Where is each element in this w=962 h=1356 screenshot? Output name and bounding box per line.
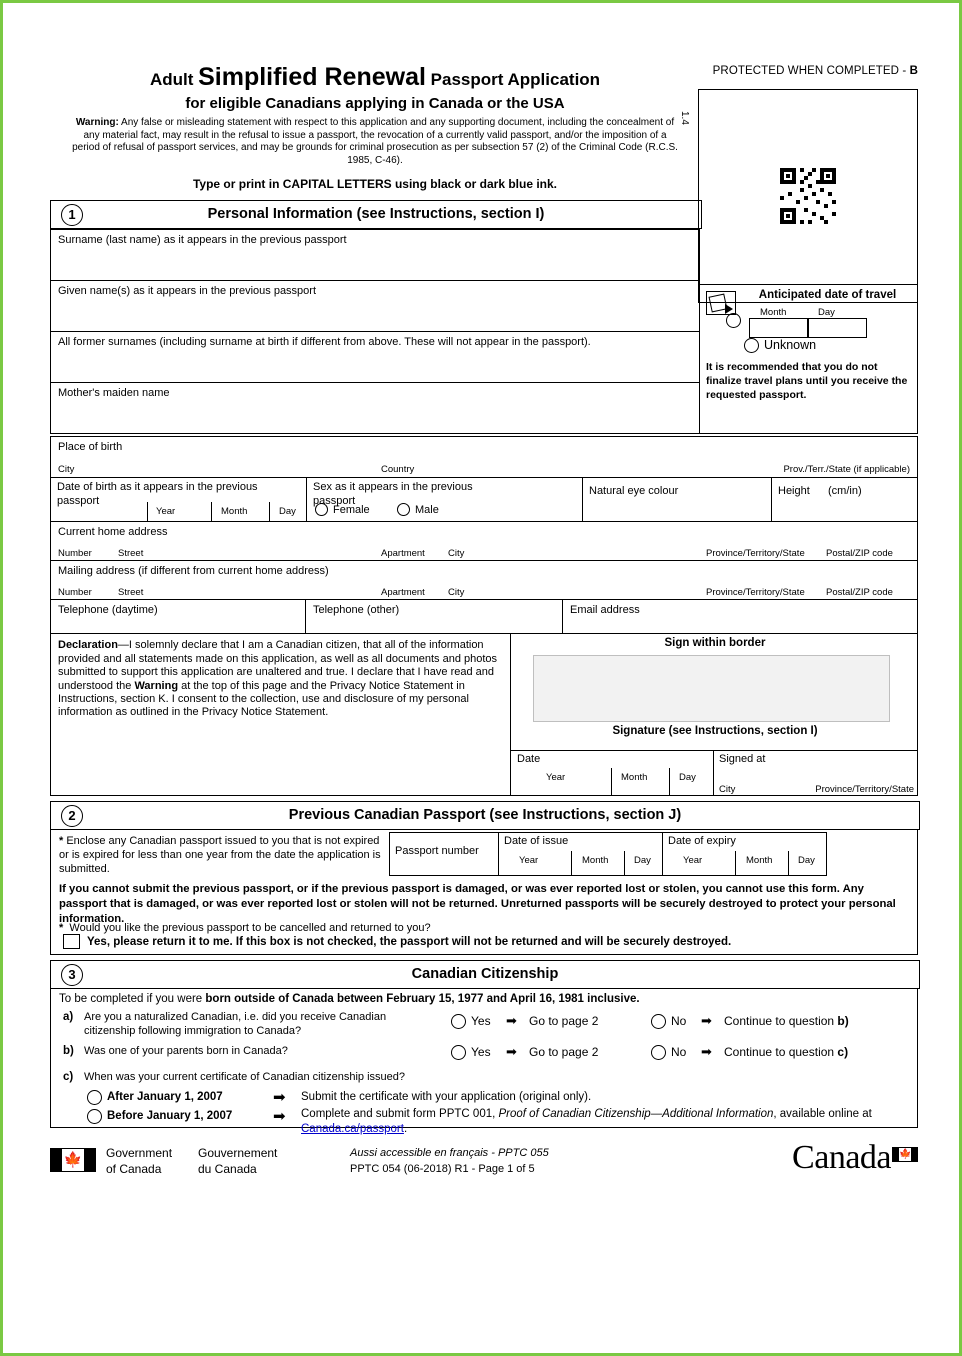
travel-unknown-radio[interactable]	[744, 338, 759, 353]
canada-wordmark	[792, 1138, 918, 1178]
title-prefix: Adult	[149, 70, 199, 89]
qr-code-icon	[780, 168, 836, 224]
date-of-birth-field[interactable]	[50, 477, 307, 522]
section-3-header	[50, 960, 920, 989]
citizenship-intro-prefix: To be completed if you were	[59, 993, 206, 1006]
dob-sex-eye-height-row	[50, 477, 918, 522]
cert-before-action-italic: Proof of Canadian Citizenship—Additional Information	[498, 1108, 774, 1121]
signature-area	[510, 633, 918, 751]
passport-website-link[interactable]: Canada.ca/passport	[301, 1123, 404, 1136]
signature-instruction-label: Signature (see Instructions, section I)	[612, 725, 818, 738]
travel-unknown-label: Unknown	[764, 338, 817, 353]
mail-city-label: City	[448, 587, 465, 599]
mail-apartment-label: Apartment	[381, 587, 425, 599]
given-names-field[interactable]	[50, 280, 700, 332]
question-b-no-action-ref: c)	[837, 1045, 849, 1060]
section-1-title: Personal Information (see Instructions, section I)	[207, 206, 545, 223]
cert-before-action-text-2: , available online at	[773, 1108, 872, 1121]
dob-day-label: Day	[279, 506, 296, 518]
anticipated-travel-box	[699, 284, 918, 434]
mothers-maiden-name-label: Mother's maiden name	[58, 387, 170, 400]
signature-input[interactable]	[533, 655, 890, 722]
section-3-number: 3	[61, 964, 83, 986]
contact-row	[50, 599, 918, 634]
signature-date-year-label: Year	[546, 772, 566, 784]
travel-spacer	[699, 229, 918, 285]
former-surnames-field[interactable]	[50, 331, 700, 383]
title-suffix: Passport Application	[425, 70, 601, 89]
government-of-canada-fr	[198, 1146, 277, 1177]
gov-en-line2: of Canada	[106, 1161, 162, 1176]
sex-field[interactable]	[306, 477, 583, 522]
question-a-yes-label: Yes	[471, 1014, 491, 1029]
warning-text: Any false or misleading statement with respect to this application and any supporting document, including the concealment of any material fact, may result in the refusal to issue a passport, the revocation of a currently valid passport, and/or the imposition of a period of refusal of passport services, and may be grounds for criminal prosecution as per subsection 57 (2) of the Criminal Code (R.C.S. 1985, C-46).	[72, 117, 678, 166]
home-address-field[interactable]	[50, 521, 918, 561]
sex-label: Sex as it appears in the previous passport	[313, 481, 473, 507]
warning-paragraph	[50, 117, 700, 167]
cert-before-2007-arrow-icon: ➡	[273, 1108, 286, 1126]
declaration-body-1: —I solemnly declare that I am a Canadian citizen, that all of the information provided and all statements made on this application, as well as all documents and photos submitted to support this application are unaltered and true. I declare that I have read and understood the	[58, 639, 498, 692]
question-a-no-action-text: Continue to question	[724, 1014, 838, 1029]
section-3-title: Canadian Citizenship	[411, 966, 559, 983]
canada-flag-icon: 🍁	[50, 1148, 96, 1172]
eye-colour-field[interactable]	[582, 477, 772, 522]
travel-note: It is recommended that you do not finalize travel plans until you receive the requested passport.	[706, 361, 908, 401]
dob-month-label: Month	[221, 506, 248, 518]
passport-number-field[interactable]	[389, 832, 499, 876]
expiry-day-label: Day	[798, 855, 815, 867]
question-c-letter: c)	[63, 1071, 74, 1084]
return-passport-checkbox[interactable]	[63, 934, 80, 949]
issue-day-label: Day	[634, 855, 651, 867]
surname-field[interactable]	[50, 229, 700, 281]
signed-at-field[interactable]	[713, 750, 918, 796]
sign-within-border-label: Sign within border	[664, 637, 766, 650]
protected-marking	[713, 65, 918, 79]
place-of-birth-label: Place of birth	[58, 441, 123, 454]
question-a-no-radio[interactable]	[651, 1014, 666, 1029]
height-units-label: (cm/in)	[828, 485, 862, 498]
cert-after-2007-radio[interactable]	[87, 1090, 102, 1105]
identity-and-travel-row	[50, 229, 918, 437]
citizenship-intro	[59, 993, 640, 1007]
question-b-letter: b)	[63, 1045, 74, 1058]
telephone-other-field[interactable]	[305, 599, 563, 634]
sex-female-label: Female	[333, 504, 370, 517]
section-2-number: 2	[61, 805, 83, 827]
sex-male-label: Male	[415, 504, 439, 517]
enclose-instruction: * Enclose any Canadian passport issued to you that is not expired or is expired for less than one year from the date the application is submitted.	[59, 835, 381, 875]
signature-date-month-label: Month	[621, 772, 648, 784]
mail-number-label: Number	[58, 587, 92, 599]
question-b-no-radio[interactable]	[651, 1045, 666, 1060]
eye-colour-label: Natural eye colour	[589, 485, 679, 498]
expiry-year-label: Year	[683, 855, 703, 867]
french-version-note: Aussi accessible en français - PPTC 055	[350, 1147, 549, 1160]
given-names-label: Given name(s) as it appears in the previous passport	[58, 285, 317, 298]
question-b-yes-radio[interactable]	[451, 1045, 466, 1060]
cert-after-2007-action: Submit the certificate with your application (original only).	[301, 1091, 592, 1104]
declaration-warning-ref: Warning	[134, 679, 179, 692]
passport-number-label: Passport number	[395, 845, 479, 858]
form-header	[50, 63, 918, 191]
page-subtitle: for eligible Canadians applying in Canada or the USA	[185, 94, 565, 112]
question-a-no-action-ref: b)	[837, 1014, 849, 1029]
question-a-no-arrow-icon: ➡	[701, 1013, 712, 1029]
mail-province-label: Province/Territory/State	[706, 587, 805, 599]
form-code: PPTC 054 (06-2018) R1 - Page 1 of 5	[350, 1163, 535, 1176]
signature-date-label: Date	[517, 753, 541, 766]
travel-month-input[interactable]	[749, 318, 809, 338]
question-b-yes-label: Yes	[471, 1045, 491, 1060]
question-a-yes-radio[interactable]	[451, 1014, 466, 1029]
travel-month-label: Month	[760, 307, 787, 319]
question-c-text: When was your current certificate of Canadian citizenship issued?	[84, 1071, 405, 1084]
home-province-label: Province/Territory/State	[706, 548, 805, 560]
telephone-daytime-label: Telephone (daytime)	[58, 604, 158, 617]
question-b-no-label: No	[671, 1045, 687, 1060]
citizenship-intro-bold: born outside of Canada between February 15, 1977 and April 16, 1981 inclusive.	[205, 993, 640, 1006]
section-1-number: 1	[61, 204, 83, 226]
declaration-text	[58, 639, 503, 719]
issue-year-label: Year	[519, 855, 539, 867]
cert-before-action-text-3: .	[403, 1123, 408, 1136]
telephone-other-label: Telephone (other)	[313, 604, 400, 617]
cert-after-2007-label: After January 1, 2007	[107, 1091, 223, 1104]
section-2-title: Previous Canadian Passport (see Instructions, section J)	[288, 807, 682, 824]
section-3-body	[50, 988, 918, 1136]
question-b-no-arrow-icon: ➡	[701, 1044, 712, 1060]
section-2-header	[50, 801, 920, 830]
surname-label: Surname (last name) as it appears in the previous passport	[58, 234, 347, 247]
mailing-address-field[interactable]	[50, 560, 918, 600]
gov-fr-line2: du Canada	[198, 1161, 257, 1176]
height-field[interactable]	[771, 477, 918, 522]
mothers-maiden-name-field[interactable]	[50, 382, 700, 434]
pob-city-label: City	[58, 464, 75, 476]
section-1-header	[50, 200, 702, 229]
cert-before-2007-radio[interactable]	[87, 1109, 102, 1124]
anticipated-travel-title: Anticipated date of travel	[758, 289, 897, 302]
calendar-travel-icon	[706, 291, 736, 315]
question-a-no-label: No	[671, 1014, 687, 1029]
sex-female-radio[interactable]	[315, 503, 328, 516]
return-passport-checkbox-label: Yes, please return it to me. If this box is not checked, the passport will not be returned and will be securely destroyed.	[87, 936, 732, 949]
signature-date-day-label: Day	[679, 772, 696, 784]
mail-postal-label: Postal/ZIP code	[826, 587, 893, 599]
email-field[interactable]	[562, 599, 918, 634]
declaration-label: Declaration	[58, 639, 118, 652]
question-a-letter: a)	[63, 1011, 74, 1024]
question-b-text: Was one of your parents born in Canada?	[84, 1045, 288, 1058]
pob-prov-label: Prov./Terr./State (if applicable)	[783, 464, 910, 476]
question-b-yes-action: Go to page 2	[529, 1045, 599, 1060]
pob-country-label: Country	[381, 464, 415, 476]
protected-text: PROTECTED WHEN COMPLETED -	[712, 65, 910, 77]
page-title	[50, 63, 700, 93]
issue-month-label: Month	[582, 855, 609, 867]
date-of-expiry-field[interactable]	[662, 832, 827, 876]
question-a-no-action	[724, 1014, 849, 1028]
form-footer	[50, 1139, 918, 1188]
cancel-return-question: * Would you like the previous passport to be cancelled and returned to you?	[59, 922, 431, 935]
travel-day-label: Day	[818, 307, 835, 319]
expiry-month-label: Month	[746, 855, 773, 867]
question-a-text: Are you a naturalized Canadian, i.e. did you receive Canadian citizenship following immigration to Canada?	[84, 1011, 387, 1038]
form-sheet	[50, 63, 918, 1188]
cert-after-2007-arrow-icon: ➡	[273, 1089, 286, 1107]
dob-year-label: Year	[156, 506, 176, 518]
home-city-label: City	[448, 548, 465, 560]
enclose-instruction-text: Enclose any Canadian passport issued to you that is not expired or is expired for less than one year from the date the application is submitted.	[59, 835, 381, 875]
telephone-daytime-field[interactable]	[50, 599, 306, 634]
unreturned-passport-notice: If you cannot submit the previous passport, or if the previous passport is damaged, or was ever reported lost or stolen, you cannot use this form. Any passport that is damaged, or was ever reported lost or stolen will not be returned. Unreturned passports will be securely destroyed to protect your personal information.	[59, 883, 896, 925]
date-of-expiry-label: Date of expiry	[668, 835, 736, 848]
home-number-label: Number	[58, 548, 92, 560]
title-block	[50, 63, 700, 191]
cancel-return-question-text: Would you like the previous passport to be cancelled and returned to you?	[69, 922, 431, 935]
home-apartment-label: Apartment	[381, 548, 425, 560]
side-code: 1.4	[679, 111, 690, 125]
declaration-signature-block	[50, 633, 918, 796]
signature-date-field[interactable]	[510, 750, 714, 796]
email-label: Email address	[570, 604, 640, 617]
travel-day-input[interactable]	[807, 318, 867, 338]
question-a-yes-action: Go to page 2	[529, 1014, 599, 1029]
home-street-label: Street	[118, 548, 144, 560]
protected-level: B	[909, 65, 918, 77]
question-a-yes-arrow-icon: ➡	[506, 1013, 517, 1029]
question-b-no-action	[724, 1045, 848, 1059]
gov-fr-line1: Gouvernement	[198, 1146, 278, 1161]
home-address-label: Current home address	[58, 526, 168, 539]
government-of-canada-en	[106, 1146, 172, 1177]
dob-label: Date of birth as it appears in the previous passport	[57, 481, 258, 507]
cert-before-2007-label: Before January 1, 2007	[107, 1110, 233, 1123]
section-2-body	[50, 829, 918, 955]
title-emphasis: Simplified Renewal	[198, 63, 426, 91]
declaration-body-2: at the top of this page and the Privacy Notice Statement in Instructions, section K. I consent to the collection, use and disclosure of my personal information as outlined in the Privacy Notice Statement.	[58, 679, 469, 719]
signed-at-label: Signed at	[719, 753, 766, 766]
former-surnames-label: All former surnames (including surname at birth if different from above. These will not appear in the passport).	[58, 336, 591, 349]
place-of-birth-field[interactable]	[50, 436, 918, 478]
canada-wordmark-text: Canada	[792, 1139, 891, 1177]
mail-street-label: Street	[118, 587, 144, 599]
home-postal-label: Postal/ZIP code	[826, 548, 893, 560]
date-of-issue-label: Date of issue	[504, 835, 569, 848]
mailing-address-label: Mailing address (if different from current home address)	[58, 565, 329, 578]
question-b-no-action-text: Continue to question	[724, 1045, 838, 1060]
cert-before-action-text-1: Complete and submit form PPTC 001,	[301, 1108, 499, 1121]
signed-at-prov-label: Province/Territory/State	[815, 784, 914, 796]
question-b-yes-arrow-icon: ➡	[506, 1044, 517, 1060]
height-label: Height	[778, 485, 810, 498]
date-of-issue-field[interactable]	[498, 832, 663, 876]
signed-at-city-label: City	[719, 784, 736, 796]
sex-male-radio[interactable]	[397, 503, 410, 516]
warning-label: Warning:	[75, 117, 119, 129]
cert-before-2007-action	[301, 1107, 901, 1137]
type-print-instruction: Type or print in CAPITAL LETTERS using black or dark blue ink.	[192, 177, 558, 192]
wordmark-flag-icon: 🍁	[892, 1147, 918, 1162]
gov-en-line1: Government	[106, 1146, 173, 1161]
travel-date-radio[interactable]	[726, 313, 741, 328]
footer-center-text	[350, 1146, 549, 1178]
